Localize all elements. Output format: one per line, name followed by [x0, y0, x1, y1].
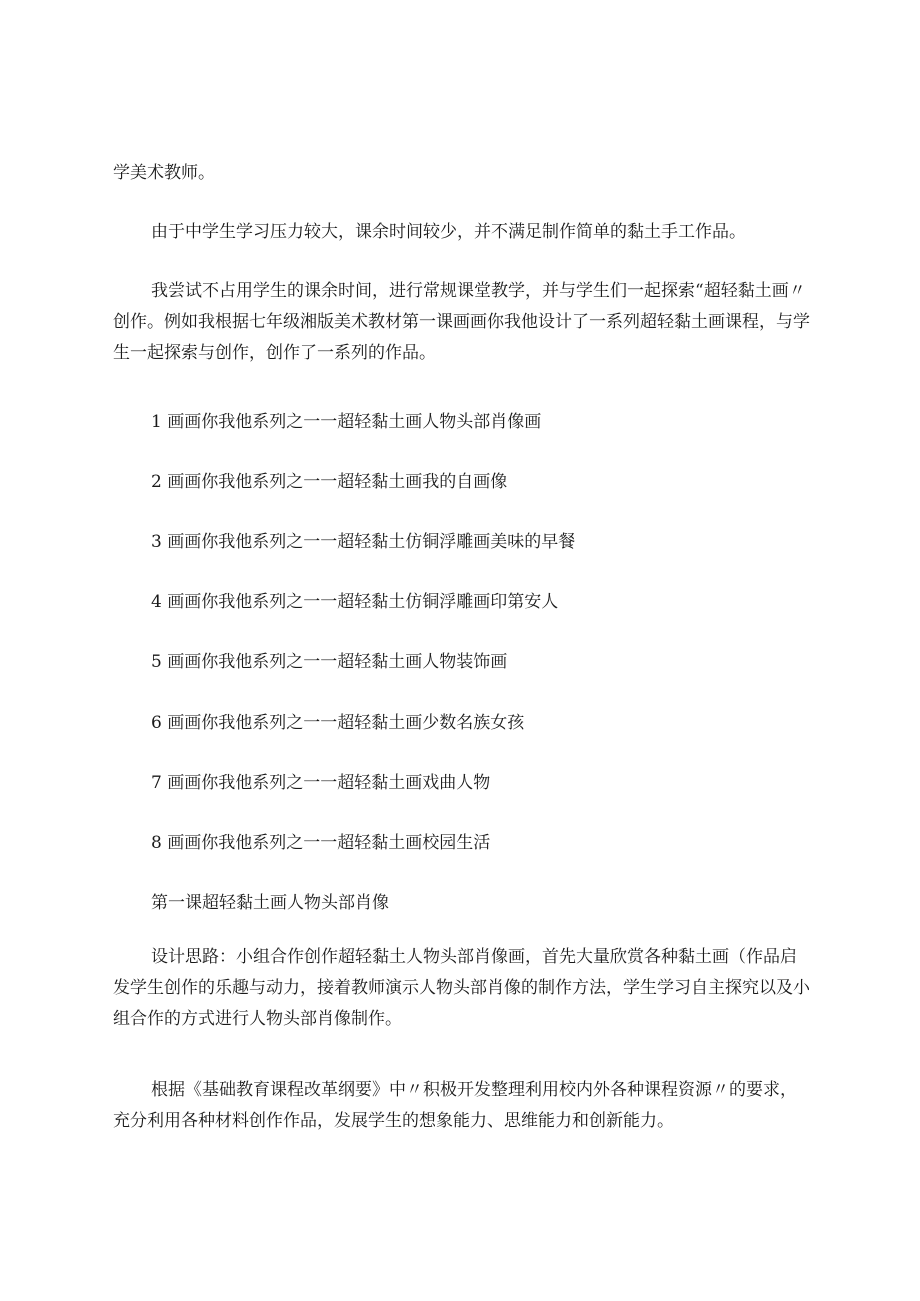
paragraph-continuation: 学美术教师。 — [113, 163, 215, 183]
list-item: 4 画画你我他系列之一一超轻黏土仿铜浮雕画印第安人 — [151, 592, 559, 612]
lesson-heading: 第一课超轻黏土画人物头部肖像 — [151, 893, 389, 913]
list-item: 7 画画你我他系列之一一超轻黏土画戏曲人物 — [151, 773, 491, 793]
list-item: 3 画画你我他系列之一一超轻黏土仿铜浮雕画美味的早餐 — [151, 532, 576, 552]
list-item: 2 画画你我他系列之一一超轻黏土画我的自画像 — [151, 472, 508, 492]
paragraph-design-idea: 设计思路：小组合作创作超轻黏土人物头部肖像画，首先大量欣赏各种黏土画（作品启发学生创作的乐趣与动力，接着教师演示人物头部肖像的制作方法，学生学习自主探究以及小组合作的方式进行人物头部肖像制作。 — [113, 947, 810, 1029]
paragraph-curriculum-basis: 根据《基础教育课程改革纲要》中〃积极开发整理利用校内外各种课程资源〃的要求，充分利用各种材料创作作品，发展学生的想象能力、思维能力和创新能力。 — [113, 1080, 797, 1131]
paragraph-exploration: 我尝试不占用学生的课余时间，进行常规课堂教学，并与学生们一起探索“超轻黏土画〃创作。例如我根据七年级湘版美术教材第一课画画你我他设计了一系列超轻黏土画课程，与学生一起探索与创作，创作了一系列的作品。 — [113, 281, 810, 363]
list-item: 1 画画你我他系列之一一超轻黏土画人物头部肖像画 — [151, 412, 542, 432]
list-item: 6 画画你我他系列之一一超轻黏土画少数名族女孩 — [151, 713, 525, 733]
paragraph-student-pressure: 由于中学生学习压力较大，课余时间较少，并不满足制作简单的黏土手工作品。 — [151, 222, 746, 242]
list-item: 5 画画你我他系列之一一超轻黏土画人物装饰画 — [151, 652, 508, 672]
list-item: 8 画画你我他系列之一一超轻黏土画校园生活 — [151, 833, 491, 853]
